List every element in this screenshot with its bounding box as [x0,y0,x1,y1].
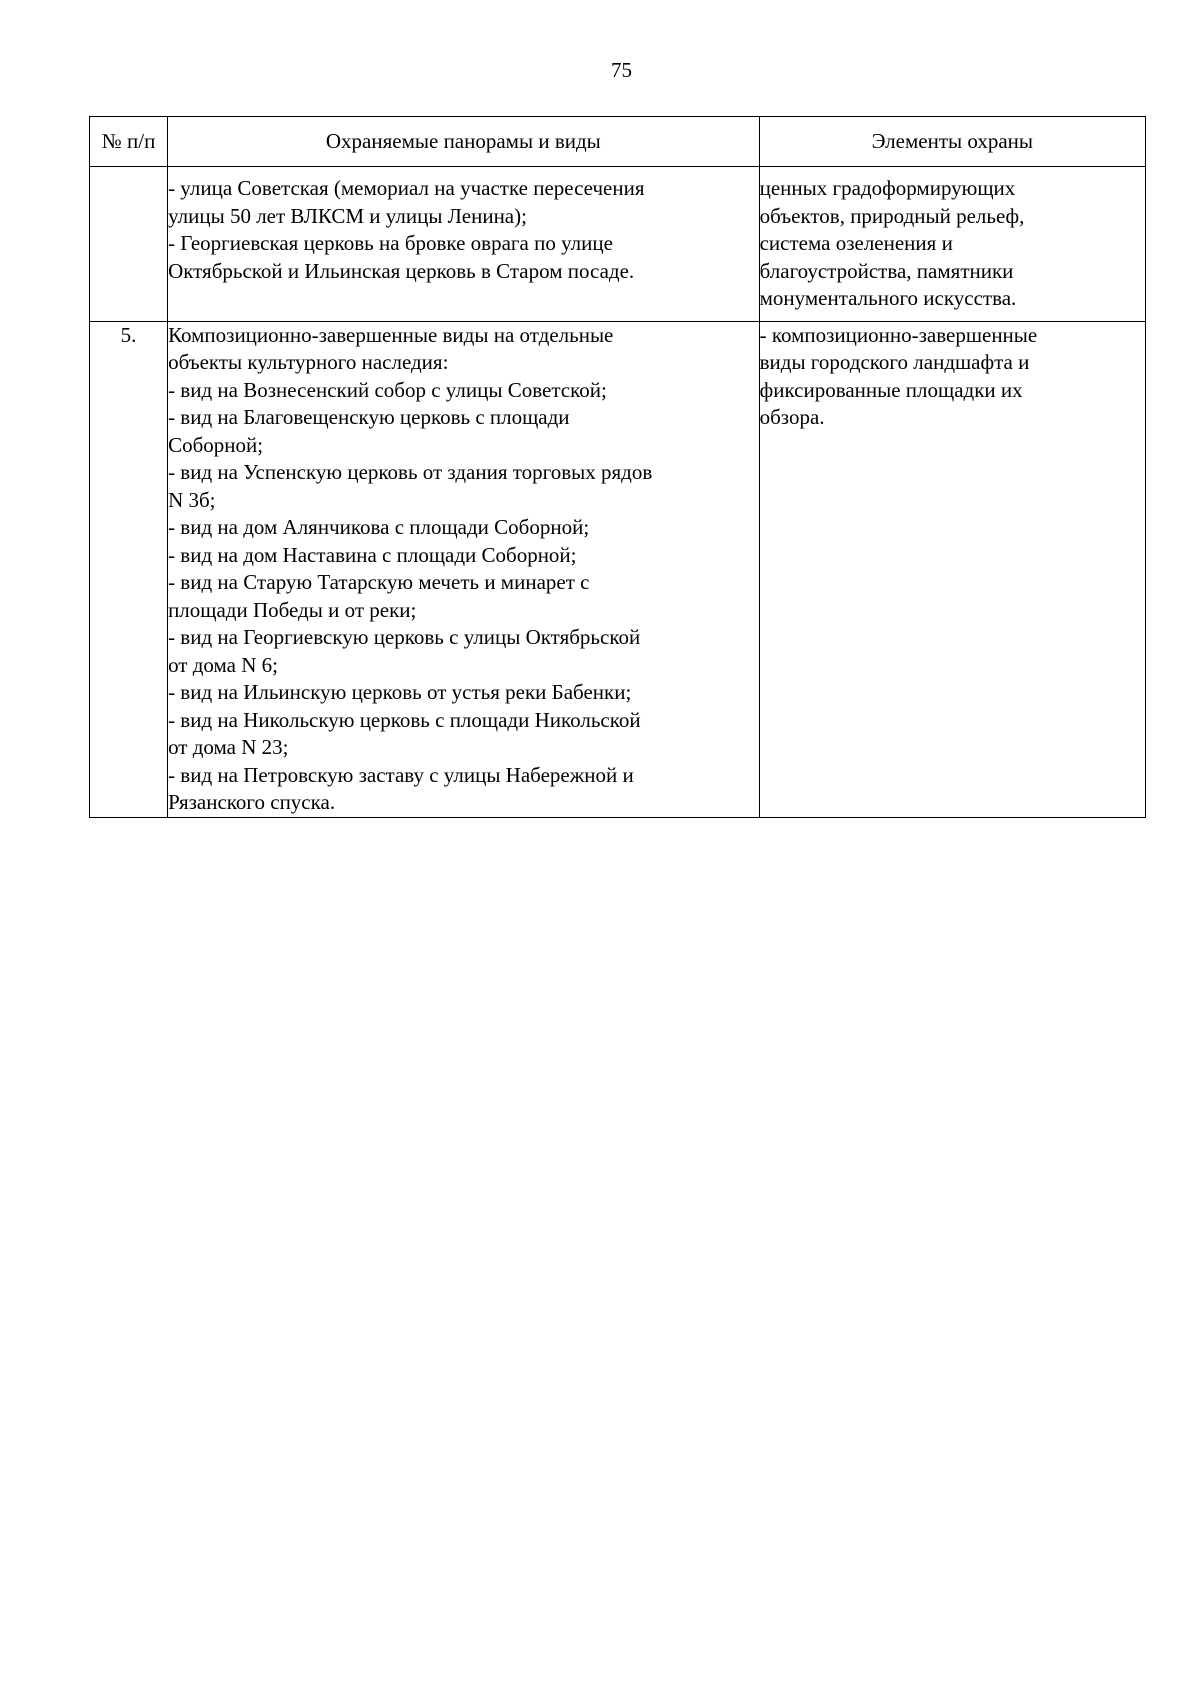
views-line: - вид на Успенскую церковь от здания торговых рядов [168,460,653,484]
elements-line: фиксированные площадки их [759,377,1023,402]
views-line: - вид на Благовещенскую церковь с площади [168,405,570,429]
views-line: объекты культурного наследия: [168,350,449,374]
elements-line: монументального искусства. [759,286,1017,310]
protected-views-table [89,116,1146,818]
views-line: улицы 50 лет ВЛКСМ и улицы Ленина); [168,203,527,228]
elements-cell [759,167,1145,322]
views-line: - вид на Петровскую заставу с улицы Набережной и [168,762,634,787]
views-line: - вид на Георгиевскую церковь с улицы Октябрьской [168,625,641,649]
elements-cell [759,321,1145,817]
views-line: - вид на Старую Татарскую мечеть и минарет с [168,570,590,594]
views-line: площади Победы и от реки; [168,597,417,622]
page-number: 75 [611,58,632,82]
elements-line: виды городского ландшафта и [759,350,1030,374]
elements-line: благоустройства, памятники [759,258,1014,283]
views-line: - улица Советская (мемориал на участке пересечения [168,176,645,200]
views-line: - вид на Ильинскую церковь от устья реки Бабенки; [168,680,632,704]
row-number-cell: 5. [90,321,168,817]
header-num: № п/п [90,117,168,167]
views-line: - Георгиевская церковь на бровке оврага по улице [168,231,613,255]
row-number-cell [90,167,168,322]
views-line: - вид на дом Алянчикова с площади Соборной; [168,515,590,539]
table-header-row [90,117,1146,167]
elements-line: ценных градоформирующих [759,176,1016,200]
views-line: Рязанского спуска. [168,790,336,814]
elements-line: - композиционно-завершенные [759,322,1038,347]
views-line: Октябрьской и Ильинская церковь в Старом посаде. [168,258,635,283]
table-row [90,321,1146,817]
views-line: от дома N 6; [168,652,278,677]
views-line: - вид на Вознесенский собор с улицы Советской; [168,377,607,402]
header-elements: Элементы охраны [759,117,1145,167]
views-cell [168,167,760,322]
views-line: Композиционно-завершенные виды на отдельные [168,322,614,347]
elements-line: система озеленения и [759,231,953,255]
views-line: - вид на дом Наставина с площади Соборной; [168,542,577,567]
views-cell [168,321,760,817]
views-line: Соборной; [168,432,264,457]
header-views: Охраняемые панорамы и виды [168,117,760,167]
elements-line: объектов, природный рельеф, [759,203,1025,228]
views-line: N 3б; [168,487,216,512]
views-line: - вид на Никольскую церковь с площади Никольской [168,707,641,732]
elements-line: обзора. [759,405,825,429]
views-line: от дома N 23; [168,735,289,759]
table-row [90,167,1146,322]
